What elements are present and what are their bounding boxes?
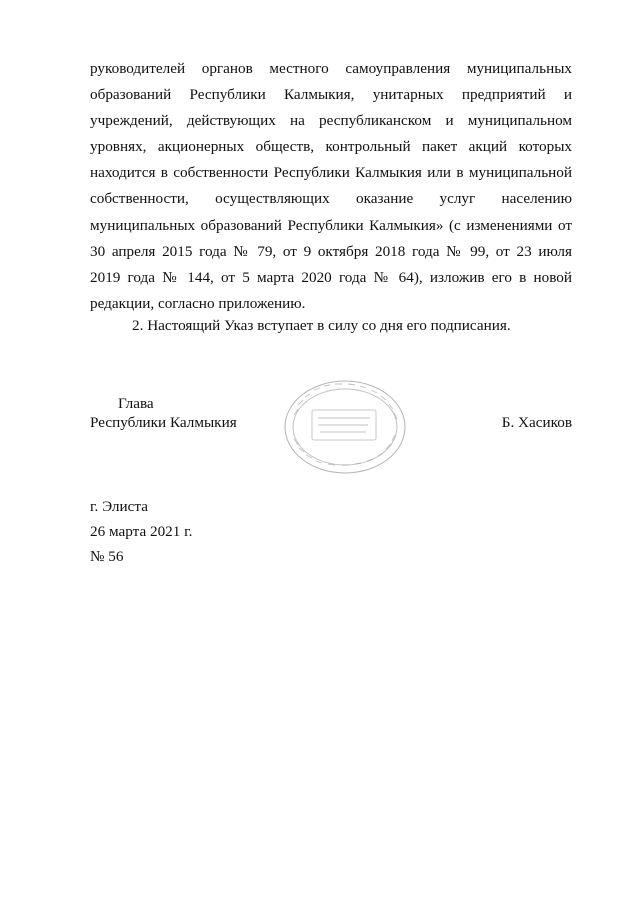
paragraph-1-line: находится в собственности Республики Калмыкия или в муниципальной xyxy=(90,164,572,182)
signatory-name: Б. Хасиков xyxy=(501,414,572,431)
decree-number: № 56 xyxy=(90,548,124,565)
paragraph-1-line: редакции, согласно приложению. xyxy=(90,294,306,312)
paragraph-1 xyxy=(90,56,572,317)
issue-date: 26 марта 2021 г. xyxy=(90,523,193,540)
paragraph-2: 2. Настоящий Указ вступает в силу со дня его подписания. xyxy=(132,317,511,334)
paragraph-1-line: учреждений, действующих на республиканском и муниципальном xyxy=(90,112,572,130)
signatory-region: Республики Калмыкия xyxy=(90,414,237,431)
paragraph-1-line: 30 апреля 2015 года № 79, от 9 октября 2018 года № 99, от 23 июля xyxy=(90,242,572,260)
official-seal-stamp xyxy=(280,375,410,475)
paragraph-1-line: руководителей органов местного самоуправления муниципальных xyxy=(90,60,572,77)
signatory-title: Глава xyxy=(118,395,154,412)
issue-place: г. Элиста xyxy=(90,498,148,515)
paragraph-1-line: 2019 года № 144, от 5 марта 2020 года № 64), изложив его в новой xyxy=(90,268,572,286)
paragraph-1-line: уровнях, акционерных обществ, контрольный пакет акций которых xyxy=(90,138,572,156)
paragraph-1-line: муниципальных образований Республики Калмыкия» (с изменениями от xyxy=(90,216,572,234)
paragraph-1-line: собственности, осуществляющих оказание услуг населению xyxy=(90,190,572,208)
paragraph-1-line: образований Республики Калмыкия, унитарных предприятий и xyxy=(90,86,572,104)
